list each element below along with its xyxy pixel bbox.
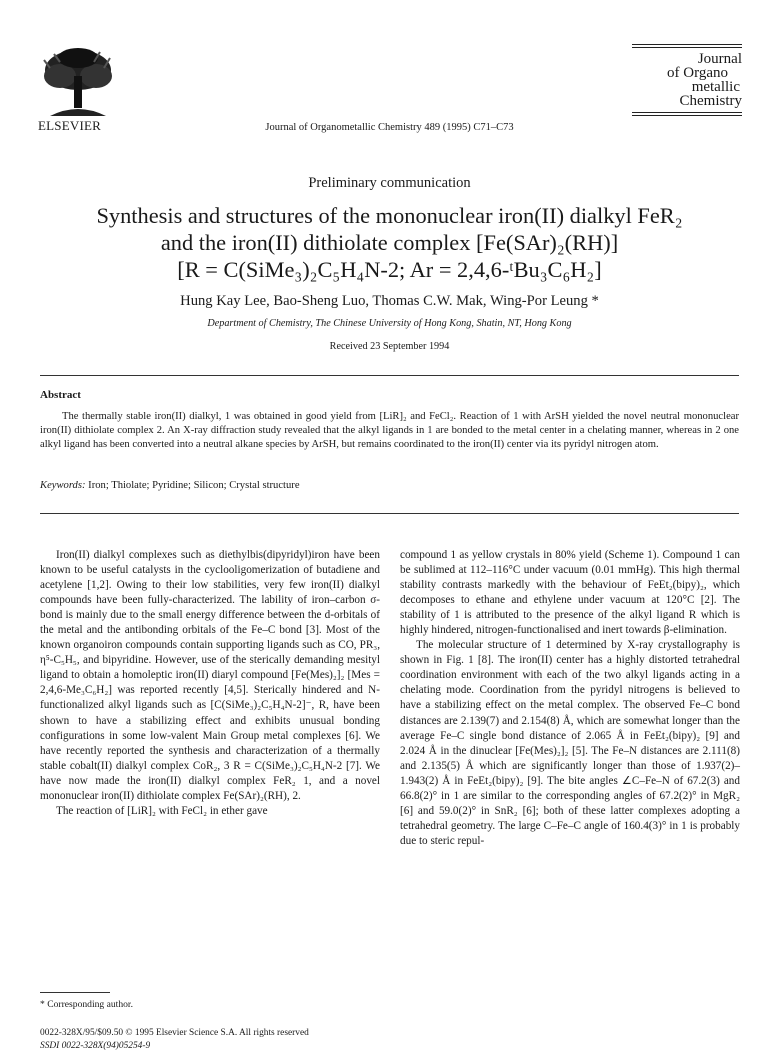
title-line: [R = C(SiMe₃)₂C₅H₄N-2; Ar = 2,4,6-ᵗBu₃C₆H₂] [177,257,602,282]
journal-badge-word: Journal [697,51,742,67]
keywords [40,480,739,491]
body-column-right [400,548,740,849]
abstract-heading: Abstract [40,389,81,401]
journal-badge-word: Chemistry [679,93,742,109]
divider [40,375,739,376]
journal-badge [612,44,742,124]
journal-badge-word: metallic [691,79,740,95]
copyright [40,1027,309,1052]
body-paragraph: compound 1 as yellow crystals in 80% yield (Scheme 1). Compound 1 can be sublimed at 112–116°C under vacuum (0.01 mmHg). This high thermal stability contrasts markedly with the behaviour of FeEt₂(bipy)₂, which decomposes to ethane and ethylene under vacuum at 120°C [2]. The stability of 1 is attributed to the presence of the alkyl ligand R which is highly hindered, nitrogen-functionalised and inert towards β-elimination. [400,549,740,637]
elsevier-tree-logo [40,46,116,120]
keywords-list: Iron; Thiolate; Pyridine; Silicon; Crystal structure [88,480,300,491]
journal-citation: Journal of Organometallic Chemistry 489 (1995) C71–C73 [265,122,514,133]
footnote: * Corresponding author. [40,999,133,1010]
received-date: Received 23 September 1994 [329,341,450,352]
title-line: Synthesis and structures of the mononuclear iron(II) dialkyl FeR₂ [96,203,683,228]
body-paragraph: Iron(II) dialkyl complexes such as diethylbis(dipyridyl)iron have been known to be useful catalysts in the cyclooligomerization of butadiene and acetylene [1,2]. Owing to their low stabilities, very few iron(II) dialkyl compounds have been fully-characterized. The lability of iron–carbon σ-bond is mainly due to the small energy difference between the d-orbitals of the metal and the antibonding orbitals of the Fe–C bond [3]. Most of the known organoiron compounds contain supporting ligands such as CO, PR₃, η⁵-C₅H₅, and bipyridine. However, use of the sterically demanding mesityl ligand to obtain a homoleptic iron(II) diaryl compound [Fe(Mes)₂]₂ [Mes = 2,4,6-Me₃C₆H₂] was reported recently [4,5]. Sterically hindered and N-functionalized alkyl ligands such as [C(SiMe₃)₂C₅H₄N-2]⁻, R, have been shown to have a stabilizing effect and exhibits unusual bonding configurations in some low-valent Main Group metal complexes [6]. We have recently reported the synthesis and characterization of a thermally stable cobalt(II) dialkyl complex CoR₂, 3 R = C(SiMe₃)₂C₅H₄N-2 [7]. We have now made the iron(II) dialkyl complex FeR₂ 1, and a novel mononuclear iron(II) dithiolate complex Fe(SAr)₂(RH), 2. [40,549,380,802]
body-column-left [40,548,380,819]
divider [40,513,739,514]
publisher-name: ELSEVIER [38,118,101,133]
body-paragraph: The reaction of [LiR]₂ with FeCl₂ in ether gave [56,804,268,817]
ssdi-line: SSDI 0022-328X(94)05254-9 [40,1040,151,1051]
title-line: and the iron(II) dithiolate complex [Fe(SAr)₂(RH)] [160,230,619,255]
journal-badge-word: of Organo [667,65,728,81]
authors: Hung Kay Lee, Bao-Sheng Luo, Thomas C.W. Mak, Wing-Por Leung * [180,293,599,309]
body-paragraph: The molecular structure of 1 determined by X-ray crystallography is shown in Fig. 1 [8]. The iron(II) center has a highly distorted tetrahedral coordination environment with each of the two alkyl ligands acting in a chelating mode. Coordination from the pyridyl nitrogens is believed to have a stabilizing effect on the metal complex. The observed Fe–C bond distances are 2.139(7) and 2.154(8) Å, which are somewhat longer than the average Fe–C single bond distance of 2.065 Å in FeEt₂(bipy)₂ [9] and 2.024 Å in the dinuclear [Fe(Mes)₂]₂ [5]. The Fe–N distances are 2.111(8) and 2.135(5) Å which are significantly longer than those of 1.937(2)–1.943(2) Å in FeEt₂(bipy)₂ [9]. The bite angles ∠C–Fe–N of 67.2(3) and 66.8(2)° in 1 are similar to the corresponding angles of 67.2(2)° in MgR₂ [6] and 59.0(2)° in SnR₂ [6]; both of these latter complexes adopting a tetrahedral geometry. The large C–Fe–C angle of 160.4(3)° in 1 is probably due to steric repul- [400,639,740,847]
communication-type: Preliminary communication [308,175,471,191]
copyright-line: 0022-328X/95/$09.50 © 1995 Elsevier Science S.A. All rights reserved [40,1028,309,1038]
keywords-label: Keywords: [40,480,86,491]
affiliation: Department of Chemistry, The Chinese University of Hong Kong, Shatin, NT, Hong Kong [207,318,572,329]
article-title [40,202,739,283]
abstract-text: The thermally stable iron(II) dialkyl, 1 was obtained in good yield from [LiR]₂ and FeCl₂. Reaction of 1 with ArSH yielded the novel neutral mononuclear iron(II) dithiolate complex 2. An X-ray diffraction study revealed that the alkyl ligands in 1 are bonded to the metal center in a chelating manner, whereas in 2 one alkyl ligand has been converted into a neutral alkane species by ArSH, but remains coordinated to the iron(II) center via its pyridyl nitrogen atom. [40,411,739,450]
footnote-rule [40,992,110,993]
